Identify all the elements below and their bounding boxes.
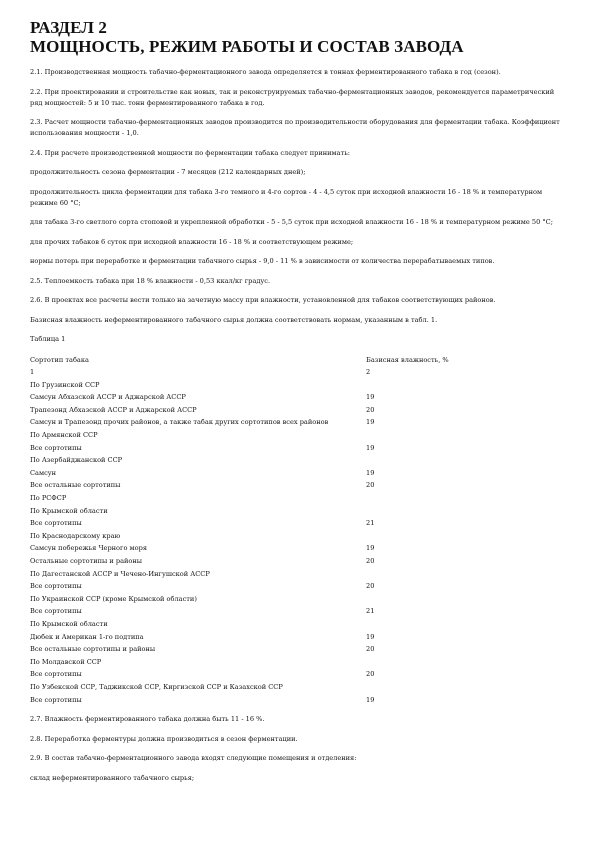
cell-sort-type: По Узбекской ССР, Таджикской ССР, Киргизской ССР и Казахской ССР <box>30 682 283 691</box>
cell-sort-type: Трапезонд Абхазской АССР и Аджарской АССР <box>30 405 197 414</box>
table-row <box>30 366 560 379</box>
cell-moisture: 19 <box>366 632 375 641</box>
cell-sort-type: По Армянской ССР <box>30 431 98 440</box>
table-row <box>30 694 560 707</box>
cell-sort-type: Все сортотипы <box>30 443 82 452</box>
table-row <box>30 631 560 644</box>
paragraph: склад неферментированного табачного сырья; <box>30 773 195 782</box>
paragraph: 2.1. Производственная мощность табачно-ферментационного завода определяется в тоннах ферментированного табака в год (сезон). <box>30 68 501 76</box>
cell-sort-type: Самсун побережья Черного моря <box>30 544 148 553</box>
paragraph: 2.2. При проектировании и строительстве как новых, так и реконструируемых табачно-ферментационных заводов, рекомендуется параметрический ряд мощностей: 5 и 10 тыс. тонн ферментированного табака в год. <box>30 87 555 107</box>
cell-sort-type: Самсун <box>30 468 57 477</box>
cell-sort-type: Самсун Абхазской АССР и Аджарской АССР <box>30 393 186 402</box>
table-row <box>30 517 560 530</box>
cell-sort-type: Самсун и Трапезонд прочих районов, а также табак других сортотипов всех районов <box>30 418 329 427</box>
cell-sort-type: По Краснодарскому краю <box>30 531 121 540</box>
cell-sort-type: Остальные сортотипы и районы <box>30 557 143 565</box>
cell-sort-type: По Молдавской ССР <box>30 657 102 666</box>
cell-moisture: 19 <box>366 418 375 427</box>
cell-moisture: 20 <box>366 481 375 490</box>
table-row <box>30 555 560 568</box>
cell-moisture: 21 <box>366 519 375 528</box>
table-row <box>30 618 560 631</box>
following-paragraphs <box>30 714 560 784</box>
cell-sort-type: Все сортотипы <box>30 695 82 704</box>
table-row <box>30 505 560 518</box>
table-row <box>30 492 560 505</box>
table-row <box>30 580 560 593</box>
cell-sort-type: По Украинской ССР (кроме Крымской области) <box>30 594 197 603</box>
cell-moisture: 20 <box>366 557 375 565</box>
paragraph: продолжительность цикла ферментации для табака 3-го темного и 4-го сортов - 4 - 4,5 суток при исходной влажности 16 - 18 % и температурном режиме 60 °С; <box>30 187 543 207</box>
cell-moisture: 19 <box>366 695 375 704</box>
table-row <box>30 668 560 681</box>
cell-sort-type: 1 <box>30 368 35 377</box>
table-row <box>30 379 560 392</box>
cell-sort-type: Дюбек и Американ 1-го подтипа <box>30 632 144 641</box>
cell-moisture: 21 <box>366 607 375 616</box>
document-page <box>30 18 560 792</box>
table-row <box>30 530 560 543</box>
table-row <box>30 593 560 606</box>
paragraph: 2.7. Влажность ферментированного табака должна быть 11 - 16 %. <box>30 715 265 724</box>
cell-sort-type: Все остальные сортотипы и районы <box>30 645 156 654</box>
cell-moisture: 20 <box>366 405 375 414</box>
section-heading: МОЩНОСТЬ, РЕЖИМ РАБОТЫ И СОСТАВ ЗАВОДА <box>30 37 464 56</box>
cell-sort-type: По РСФСР <box>30 494 67 503</box>
table-header-row <box>30 354 560 367</box>
cell-moisture: 19 <box>366 544 375 553</box>
paragraph: для прочих табаков 6 суток при исходной влажности 16 - 18 % и соответствующем режиме; <box>30 237 354 246</box>
cell-moisture <box>366 681 560 694</box>
cell-sort-type: По Дагестанской АССР и Чечено-Ингушской АССР <box>30 569 210 578</box>
table-row <box>30 416 560 429</box>
table-row <box>30 656 560 669</box>
table-row <box>30 643 560 656</box>
table-row <box>30 429 560 442</box>
cell-moisture <box>366 505 560 518</box>
paragraph: 2.5. Теплоемкость табака при 18 % влажности - 0,53 ккал/кг градус. <box>30 276 271 285</box>
table-row <box>30 479 560 492</box>
paragraph: 2.4. При расчете производственной мощности по ферментации табака следует принимать: <box>30 148 351 157</box>
paragraph: 2.9. В состав табачно-ферментационного завода входят следующие помещения и отделения: <box>30 754 357 763</box>
cell-sort-type: Все сортотипы <box>30 582 82 591</box>
cell-moisture <box>366 656 560 669</box>
cell-moisture: 2 <box>366 368 371 377</box>
cell-moisture <box>366 618 560 631</box>
paragraph: 2.8. Переработка ферментуры должна производиться в сезон ферментации. <box>30 734 298 743</box>
table-row <box>30 467 560 480</box>
cell-sort-type: По Крымской области <box>30 619 108 628</box>
table-row <box>30 605 560 618</box>
table-row <box>30 568 560 581</box>
cell-moisture <box>366 530 560 543</box>
table-caption: Таблица 1 <box>30 335 66 343</box>
cell-moisture <box>366 492 560 505</box>
cell-sort-type: Все сортотипы <box>30 607 82 616</box>
table-row <box>30 681 560 694</box>
cell-moisture: 19 <box>366 468 375 477</box>
cell-moisture: 20 <box>366 582 375 591</box>
cell-sort-type: Все сортотипы <box>30 670 82 679</box>
table-row <box>30 404 560 417</box>
paragraph: продолжительность сезона ферментации - 7 месяцев (212 календарных дней); <box>30 168 306 176</box>
cell-moisture <box>366 454 560 467</box>
paragraph: нормы потерь при переработке и ферментации табачного сырья - 9,0 - 11 % в зависимости от количества перерабатываемых типов. <box>30 257 495 265</box>
table-row <box>30 442 560 455</box>
cell-moisture: 19 <box>366 393 375 402</box>
moisture-table <box>30 354 560 707</box>
cell-sort-type: Все сортотипы <box>30 519 82 528</box>
table-row <box>30 542 560 555</box>
cell-sort-type: Все остальные сортотипы <box>30 481 121 490</box>
cell-moisture <box>366 379 560 392</box>
section-title <box>30 18 560 56</box>
header-sort-type: Сортотип табака <box>30 355 89 364</box>
cell-sort-type: По Крымской области <box>30 506 108 515</box>
paragraph: для табака 3-го светлого сорта стоповой и укрепленной обработки - 5 - 5,5 суток при исходной влажности 16 - 18 % и температурном режиме 50 °С; <box>30 218 553 226</box>
section-number: РАЗДЕЛ 2 <box>30 18 108 37</box>
paragraph: Базисная влажность неферментированного табачного сырья должна соответствовать нормам, указанным в табл. 1. <box>30 315 438 324</box>
table-row <box>30 391 560 404</box>
cell-sort-type: По Азербайджанской ССР <box>30 456 123 465</box>
paragraph: 2.3. Расчет мощности табачно-ферментационных заводов производится по производительности оборудования для ферментации табака. Коэффициент использования мощности - 1,0. <box>30 118 560 137</box>
cell-moisture <box>366 593 560 606</box>
cell-moisture <box>366 568 560 581</box>
cell-sort-type: По Грузинской ССР <box>30 380 100 389</box>
cell-moisture: 20 <box>366 670 375 679</box>
table-row <box>30 454 560 467</box>
body-paragraphs <box>30 67 560 345</box>
cell-moisture: 19 <box>366 443 375 452</box>
paragraph: 2.6. В проектах все расчеты вести только на зачетную массу при влажности, установленной для табаков соответствующих районов. <box>30 296 496 304</box>
cell-moisture <box>366 429 560 442</box>
cell-moisture: 20 <box>366 645 375 654</box>
header-moisture: Базисная влажность, % <box>366 355 449 364</box>
